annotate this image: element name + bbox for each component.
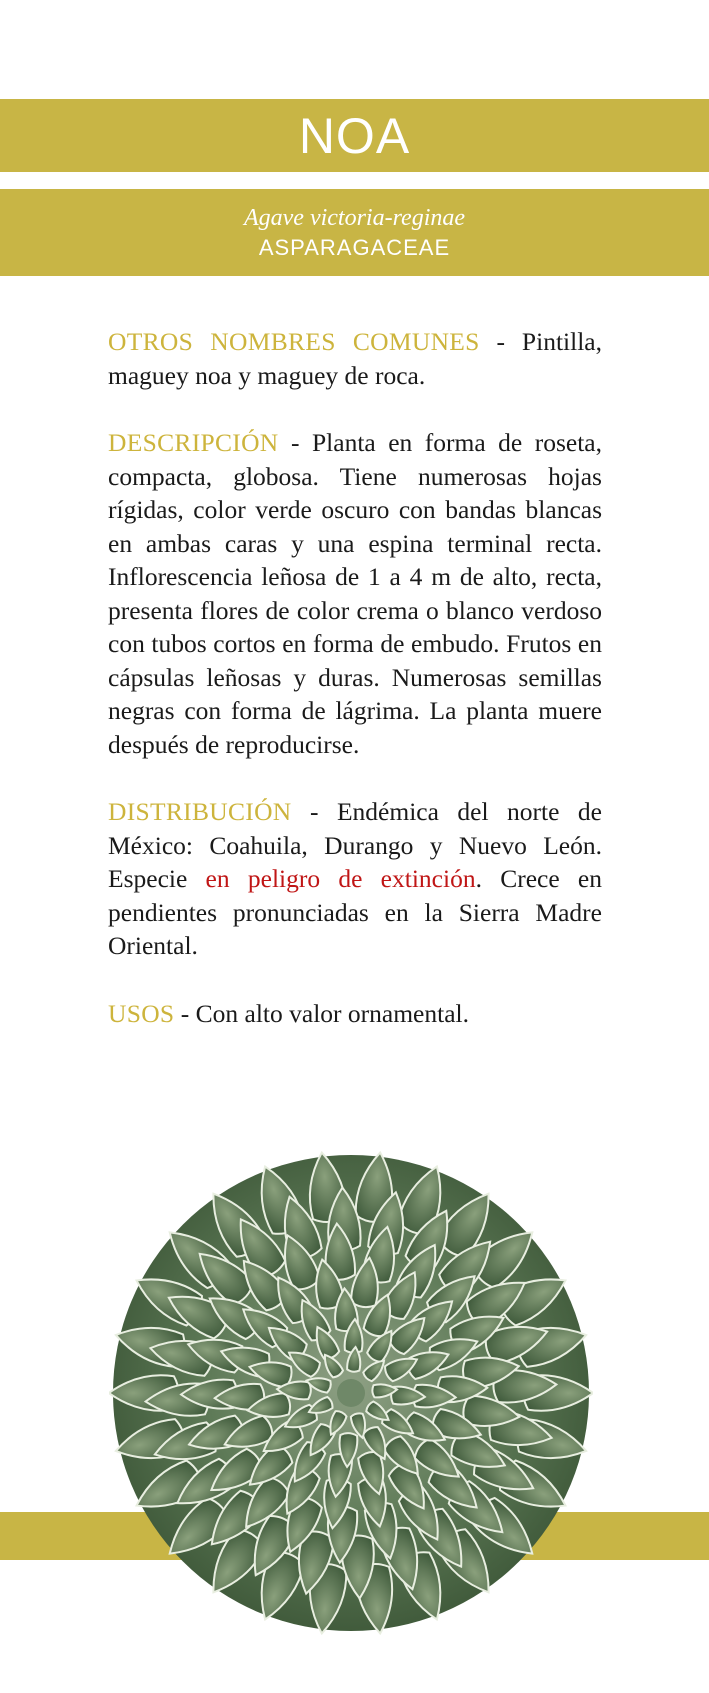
section-body: . Crece en pendientes pronunciadas en la Sierra Madre Oriental. xyxy=(108,864,602,960)
section-heading: OTROS NOMBRES COMUNES xyxy=(108,327,480,356)
agave-rosette-illustration-icon xyxy=(109,1143,593,1693)
section-body: - Pintilla, maguey noa y maguey de roca. xyxy=(108,327,602,390)
section-descripcion xyxy=(108,426,602,761)
scientific-name: Agave victoria-reginae xyxy=(243,204,466,231)
section-distribucion xyxy=(108,795,602,963)
page-title: NOA xyxy=(298,107,411,164)
section-body: - Con alto valor ornamental. xyxy=(174,998,469,1028)
rosette-core xyxy=(337,1379,365,1407)
species-description xyxy=(108,325,602,1064)
section-body: - Planta en forma de roseta, compacta, globosa. Tiene numerosas hojas rígidas, color verde oscuro con bandas blancas en ambas caras y una espina terminal recta. Inflorescencia leñosa de 1 a 4 m de alto, recta, presenta flores de color crema o blanco verdoso con tubos cortos en forma de embudo. Frutos en cápsulas leñosas y duras. Numerosas semillas negras con forma de lágrima. La planta muere después de reproducirse. xyxy=(108,428,602,759)
title-band xyxy=(0,99,709,172)
section-heading: USOS xyxy=(108,998,175,1028)
subtitle-band xyxy=(0,189,709,276)
section-heading: DISTRIBUCIÓN xyxy=(108,797,292,826)
conservation-status: en peligro de extinción xyxy=(205,864,476,893)
family-name: ASPARAGACEAE xyxy=(258,234,451,260)
section-usos xyxy=(108,997,602,1031)
section-otros-nombres xyxy=(108,325,602,392)
section-body: - Endémica del norte de México: Coahuila, Durango y Nuevo León. Especie xyxy=(108,797,602,893)
section-heading: DESCRIPCIÓN xyxy=(108,428,279,457)
